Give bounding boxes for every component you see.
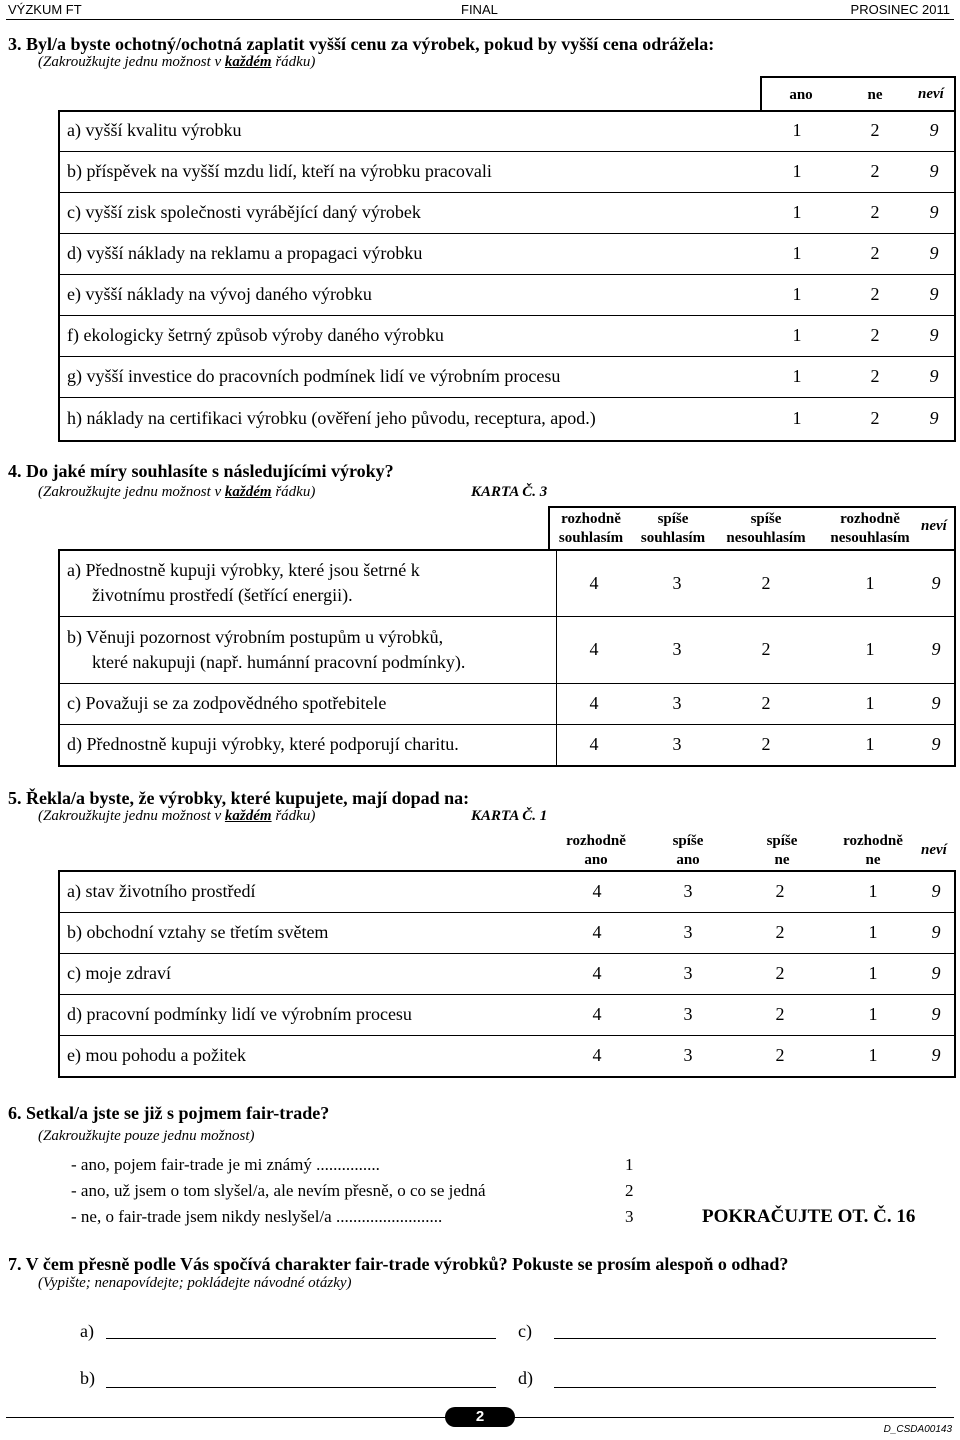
header-center: FINAL — [461, 2, 498, 17]
q3-instruction: (Zakroužkujte jednu možnost v každém řádku) — [38, 54, 316, 70]
q7-answer-d[interactable] — [554, 1387, 936, 1388]
q7-answer-a[interactable] — [106, 1338, 496, 1339]
header-left: VÝZKUM FT — [8, 2, 82, 17]
q5-col-nevi: neví — [921, 842, 947, 858]
q4-head-1: rozhodně souhlasím — [558, 511, 624, 546]
q7-instruction: (Vypište; nenapovídejte; pokládejte návodné otázky) — [38, 1275, 352, 1291]
q4-head-3: spíše nesouhlasím — [726, 511, 806, 546]
q7-label-b: b) — [80, 1368, 95, 1388]
q7-label-a: a) — [80, 1321, 94, 1341]
header-right: PROSINEC 2011 — [850, 2, 950, 17]
q7-answer-b[interactable] — [106, 1387, 496, 1388]
q4-instruction: (Zakroužkujte jednu možnost v každém řádku) — [38, 484, 316, 500]
q4-col-nevi: neví — [921, 518, 947, 534]
page-number: 2 — [445, 1407, 515, 1427]
q5-instruction: (Zakroužkujte jednu možnost v každém řádku) — [38, 808, 316, 824]
q7-title: 7. V čem přesně podle Vás spočívá charakter fair-trade výrobků? Pokuste se prosím alespoň o odhad? — [8, 1254, 789, 1274]
q5-head-3: spíše ne — [766, 833, 798, 868]
q4-title: 4. Do jaké míry souhlasíte s následujícími výroky? — [8, 461, 394, 481]
q6-instruction: (Zakroužkujte pouze jednu možnost) — [38, 1128, 255, 1144]
q4-header-box — [548, 506, 956, 551]
document-code: D_CSDA00143 — [883, 1424, 952, 1435]
q5-head-2: spíše ano — [672, 833, 704, 868]
q5-head-4: rozhodně ne — [843, 833, 903, 868]
q3-title: 3. Byl/a byste ochotný/ochotná zaplatit vyšší cenu za výrobek, pokud by vyšší cena odrážela: — [8, 34, 715, 54]
q7-answer-c[interactable] — [554, 1338, 936, 1339]
q4-karta: KARTA Č. 3 — [471, 484, 548, 500]
q3-col-ano: ano — [789, 87, 813, 103]
q7-label-c: c) — [518, 1321, 532, 1341]
header-rule — [6, 19, 954, 20]
q7-label-d: d) — [518, 1368, 533, 1388]
q4-head-4: rozhodně nesouhlasím — [830, 511, 910, 546]
q6-title: 6. Setkal/a jste se již s pojmem fair-trade? — [8, 1103, 330, 1123]
q4-head-2: spíše souhlasím — [640, 511, 706, 546]
q3-table — [58, 110, 956, 442]
q5-karta: KARTA Č. 1 — [471, 808, 548, 824]
q6-skip-instruction: POKRAČUJTE OT. Č. 16 — [702, 1206, 916, 1227]
q3-col-ne: ne — [867, 87, 883, 103]
q5-head-1: rozhodně ano — [566, 833, 626, 868]
q3-col-nevi: neví — [918, 86, 944, 102]
q5-title: 5. Řekla/a byste, že výrobky, které kupujete, mají dopad na: — [8, 788, 470, 808]
